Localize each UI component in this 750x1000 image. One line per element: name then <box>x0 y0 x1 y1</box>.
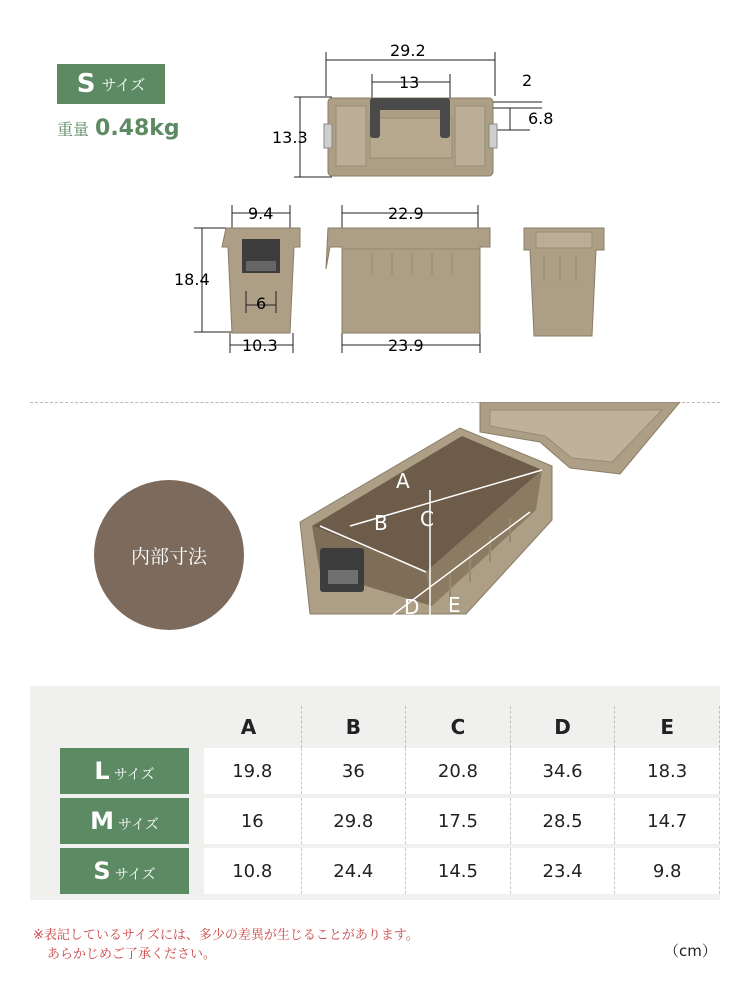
col-header-d: D <box>510 706 615 748</box>
unit-label: （cm） <box>664 942 717 960</box>
col-header-a: A <box>197 706 302 748</box>
cell: 29.8 <box>301 796 406 846</box>
interior-letter-a: A <box>396 469 410 493</box>
cell: 10.8 <box>197 846 302 896</box>
dim-top-height: 13.3 <box>272 128 308 147</box>
dim-lid-height: 6.8 <box>528 109 554 128</box>
interior-letter-c: C <box>420 507 434 531</box>
note-line-1: ※表記しているサイズには、多少の差異が生じることがあります。 <box>33 928 419 943</box>
cell: 36 <box>301 748 406 796</box>
dim-front-bottom: 23.9 <box>388 336 424 355</box>
back-view-diagram <box>520 222 610 342</box>
side-view-diagram <box>170 195 310 360</box>
cell: 14.7 <box>615 796 720 846</box>
size-letter: S <box>76 69 96 99</box>
dim-handle-width: 13 <box>399 73 420 92</box>
front-view-diagram <box>320 195 500 360</box>
cell: 24.4 <box>301 846 406 896</box>
table-row <box>60 796 720 846</box>
table-row <box>60 748 720 796</box>
cell: 19.8 <box>197 748 302 796</box>
interior-letter-b: B <box>374 511 388 535</box>
col-header-b: B <box>301 706 406 748</box>
interior-label: 内部寸法 <box>130 545 207 568</box>
dim-side-height: 18.4 <box>174 270 210 289</box>
dim-side-top: 9.4 <box>248 204 274 223</box>
weight-value: 0.48kg <box>95 116 180 141</box>
cell: 17.5 <box>406 796 511 846</box>
table-row <box>60 846 720 896</box>
interior-dimensions-badge <box>94 480 244 630</box>
cell: 23.4 <box>510 846 615 896</box>
cell: 9.8 <box>615 846 720 896</box>
cell: 16 <box>197 796 302 846</box>
dim-front-top: 22.9 <box>388 204 424 223</box>
weight-info <box>57 116 180 141</box>
top-view-diagram <box>270 40 570 190</box>
col-header-e: E <box>615 706 720 748</box>
dim-side-inner: 6 <box>256 294 267 313</box>
cell: 14.5 <box>406 846 511 896</box>
row-label-l: L サイズ <box>60 748 197 796</box>
dim-thickness: 2 <box>522 71 533 90</box>
dim-overall-width: 29.2 <box>390 41 426 60</box>
size-suffix: サイズ <box>101 75 146 94</box>
row-label-m: M サイズ <box>60 796 197 846</box>
col-header-c: C <box>406 706 511 748</box>
cell: 18.3 <box>615 748 720 796</box>
note-line-2: あらかじめご了承ください。 <box>47 947 217 962</box>
size-badge <box>57 64 165 104</box>
cell: 34.6 <box>510 748 615 796</box>
weight-label: 重量 <box>57 120 90 139</box>
interior-letter-d: D <box>404 595 420 619</box>
interior-letter-e: E <box>448 593 461 617</box>
disclaimer-note <box>33 926 419 964</box>
interior-dimensions-table <box>30 686 720 900</box>
interior-diagram <box>290 402 710 662</box>
dim-side-bottom: 10.3 <box>242 336 278 355</box>
cell: 20.8 <box>406 748 511 796</box>
cell: 28.5 <box>510 796 615 846</box>
row-label-s: S サイズ <box>60 846 197 896</box>
